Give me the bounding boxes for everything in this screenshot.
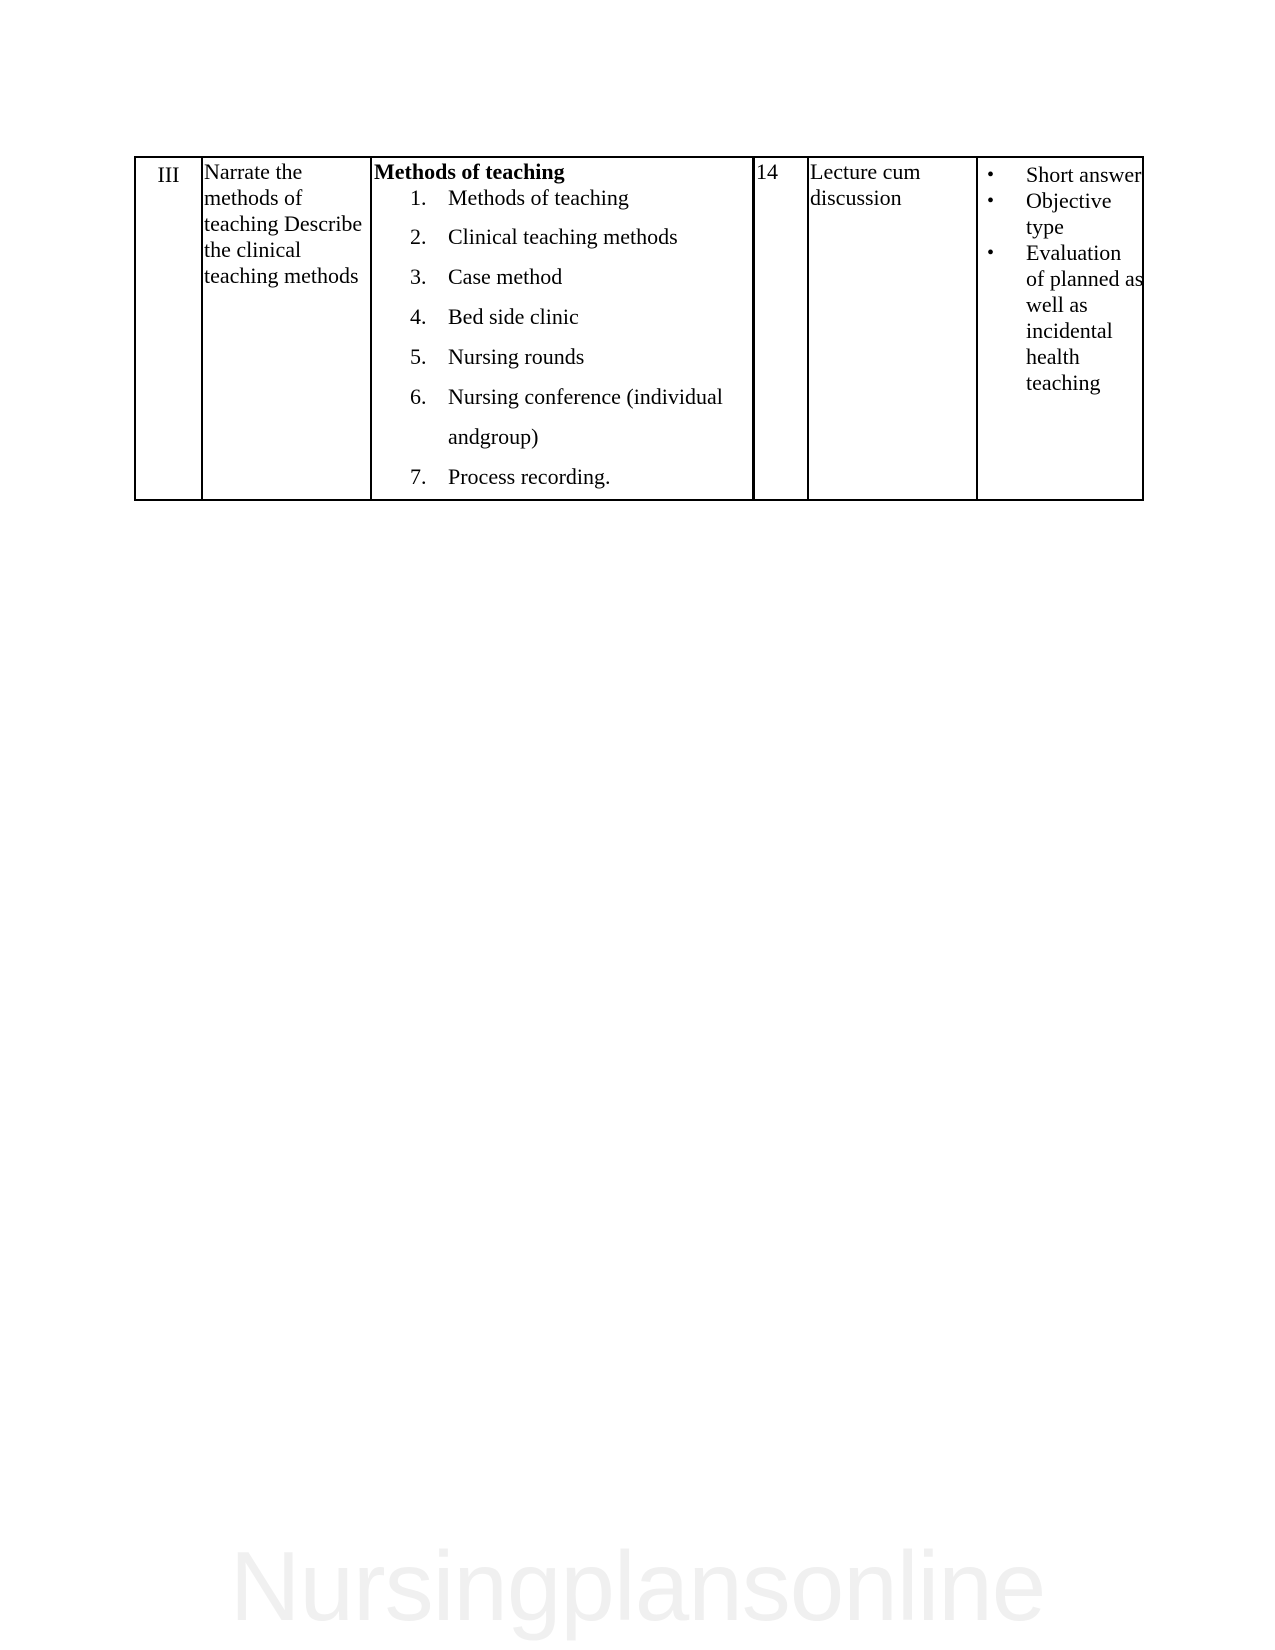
list-item xyxy=(374,185,752,211)
item-text: Methods of teaching xyxy=(448,185,629,210)
item-number: 1. xyxy=(410,185,427,210)
item-text: Clinical teaching methods xyxy=(448,224,678,249)
item-text: Objective type xyxy=(1026,188,1112,239)
evaluation-cell xyxy=(978,158,1144,499)
evaluation-list xyxy=(978,162,1144,396)
list-item xyxy=(978,240,1144,396)
list-item xyxy=(978,162,1144,188)
syllabus-table xyxy=(134,156,1144,501)
item-number: 7. xyxy=(410,464,427,489)
item-text: Nursing conference (individual andgroup) xyxy=(448,384,723,449)
item-number: 5. xyxy=(410,344,427,369)
teaching-method-cell: Lecture cum discussion xyxy=(809,158,978,499)
item-number: 4. xyxy=(410,304,427,329)
list-item xyxy=(374,297,752,337)
hours-cell: 14 xyxy=(755,158,809,499)
item-text: Short answer xyxy=(1026,162,1142,187)
bullet-icon: • xyxy=(987,164,995,186)
list-item xyxy=(374,337,752,377)
objectives-cell: Narrate the methods of teaching Describe the clinical teaching methods xyxy=(203,158,372,499)
watermark: Nursingplansonline xyxy=(229,1531,1046,1641)
bullet-icon: • xyxy=(987,242,995,264)
unit-cell: III xyxy=(136,158,203,499)
content-cell xyxy=(372,158,755,499)
item-text: Case method xyxy=(448,264,563,289)
item-text: Evaluation of planned as well as incidental health teaching xyxy=(1026,240,1144,395)
bullet-icon: • xyxy=(987,190,995,212)
content-list xyxy=(374,185,752,497)
list-item xyxy=(374,217,752,257)
item-number: 2. xyxy=(410,224,427,249)
list-item xyxy=(374,377,752,457)
item-number: 6. xyxy=(410,384,427,409)
item-text: Nursing rounds xyxy=(448,344,585,369)
item-text: Bed side clinic xyxy=(448,304,579,329)
list-item xyxy=(978,188,1144,240)
list-item xyxy=(374,257,752,297)
content-heading: Methods of teaching xyxy=(374,159,565,184)
item-text: Process recording. xyxy=(448,464,611,489)
list-item xyxy=(374,457,752,497)
item-number: 3. xyxy=(410,264,427,289)
